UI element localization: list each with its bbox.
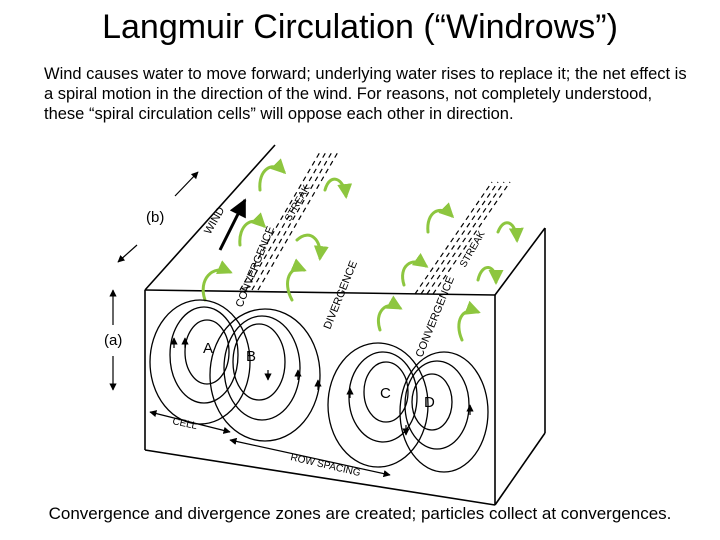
cell-c-label: C	[380, 385, 391, 402]
green-arrow	[378, 305, 400, 330]
green-arrow	[325, 179, 346, 196]
wind-label: WIND	[202, 205, 228, 237]
green-arrow	[459, 311, 478, 340]
panel-a-label: (a)	[104, 332, 123, 349]
intro-text: Wind causes water to move forward; underlying water rises to replace it; the net effect is a spiral motion in the direction of the wind. For reasons, not completely understood, these “spiral circulation cells” will oppose each other in direction.	[44, 65, 687, 123]
convergence-label-2: CONVERGENCE	[413, 274, 458, 360]
green-arrow	[428, 210, 452, 232]
cell-width-arrow	[150, 412, 230, 432]
caption-text: Convergence and divergence zones are created; particles collect at convergences.	[48, 504, 672, 523]
cell-a-label: A	[203, 340, 214, 357]
page-title: Langmuir Circulation (“Windrows”)	[102, 8, 618, 46]
convergence-label-1: CONVERGENCE	[233, 224, 278, 310]
row-spacing-arrow	[230, 440, 390, 479]
divergence-label: DIVERGENCE	[321, 259, 361, 332]
streak-label-2: STREAK	[458, 229, 488, 270]
panel-b-label: (b)	[146, 209, 165, 226]
row-spacing-label: ROW SPACING	[289, 452, 362, 480]
green-arrow	[478, 267, 496, 282]
circulation-cells-cd	[328, 343, 488, 472]
cell-label: CELL	[171, 416, 199, 433]
streak-label-1: STREAK	[283, 183, 313, 224]
green-arrow	[297, 235, 320, 258]
cell-b-label: B	[246, 348, 257, 365]
streak-lines	[240, 152, 510, 294]
green-arrow	[288, 269, 304, 300]
green-arrow	[498, 223, 517, 240]
green-arrow	[403, 262, 426, 285]
green-arrow	[260, 167, 284, 190]
green-arrow	[203, 270, 230, 300]
cell-d-label: D	[424, 394, 435, 411]
